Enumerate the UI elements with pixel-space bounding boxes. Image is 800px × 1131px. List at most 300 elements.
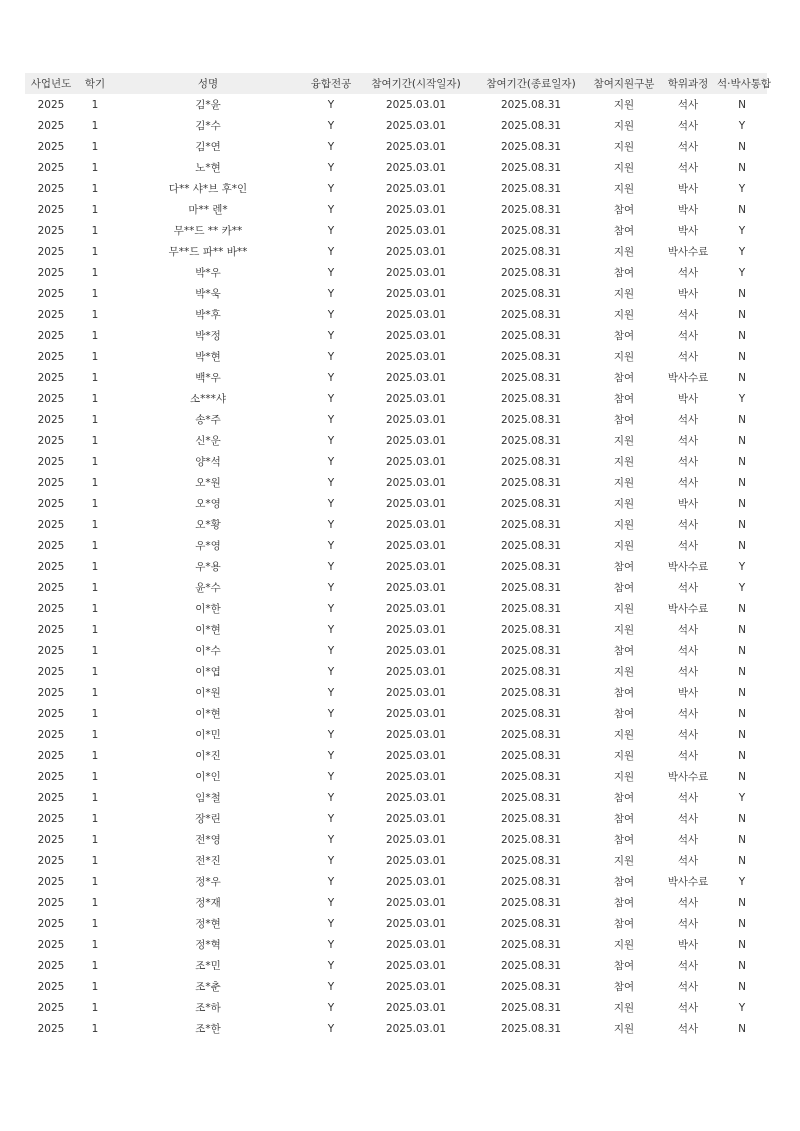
support-type-cell: 지원 bbox=[613, 246, 635, 258]
name-cell: 이*한 bbox=[195, 603, 221, 615]
end-date-cell: 2025.08.31 bbox=[500, 518, 562, 531]
support-type-cell: 지원 bbox=[613, 750, 635, 762]
support-type-cell: 지원 bbox=[613, 729, 635, 741]
integrated-cell: N bbox=[738, 644, 746, 657]
semester-cell: 1 bbox=[91, 707, 99, 720]
degree-cell: 석사 bbox=[677, 813, 699, 825]
table-row bbox=[25, 913, 767, 934]
name-cell: 정*현 bbox=[195, 918, 221, 930]
support-type-cell: 참여 bbox=[613, 225, 635, 237]
support-type-cell: 참여 bbox=[613, 918, 635, 930]
start-date-cell: 2025.03.01 bbox=[385, 791, 447, 804]
support-type-cell: 지원 bbox=[613, 435, 635, 447]
col-semester-header: 학기 bbox=[77, 73, 113, 94]
support-type-cell: 지원 bbox=[613, 477, 635, 489]
integrated-cell: N bbox=[738, 854, 746, 867]
end-date-cell: 2025.08.31 bbox=[500, 1022, 562, 1035]
degree-cell: 박사수료 bbox=[667, 603, 709, 615]
end-date-cell: 2025.08.31 bbox=[500, 959, 562, 972]
year-cell: 2025 bbox=[37, 728, 65, 741]
year-cell: 2025 bbox=[37, 224, 65, 237]
table-header bbox=[25, 73, 772, 94]
start-date-cell: 2025.03.01 bbox=[385, 161, 447, 174]
table-row bbox=[25, 472, 767, 493]
convergence-cell: Y bbox=[327, 287, 335, 300]
start-date-cell: 2025.03.01 bbox=[385, 812, 447, 825]
degree-cell: 석사 bbox=[677, 750, 699, 762]
semester-cell: 1 bbox=[91, 413, 99, 426]
table-row bbox=[25, 661, 767, 682]
name-cell: 정*우 bbox=[195, 876, 221, 888]
degree-cell: 박사수료 bbox=[667, 561, 709, 573]
degree-cell: 박사 bbox=[677, 687, 699, 699]
year-cell: 2025 bbox=[37, 938, 65, 951]
semester-cell: 1 bbox=[91, 371, 99, 384]
table-row bbox=[25, 388, 767, 409]
integrated-cell: Y bbox=[738, 581, 746, 594]
semester-cell: 1 bbox=[91, 854, 99, 867]
year-cell: 2025 bbox=[37, 203, 65, 216]
degree-cell: 석사 bbox=[677, 540, 699, 552]
name-cell: 김*윤 bbox=[195, 99, 221, 111]
participant-table bbox=[25, 73, 772, 1039]
name-cell: 무**드 파** 바** bbox=[168, 246, 248, 258]
degree-cell: 석사 bbox=[677, 918, 699, 930]
semester-cell: 1 bbox=[91, 497, 99, 510]
semester-cell: 1 bbox=[91, 665, 99, 678]
col-degree-header: 학위과정 bbox=[659, 73, 717, 94]
degree-cell: 석사 bbox=[677, 477, 699, 489]
degree-cell: 석사 bbox=[677, 99, 699, 111]
table-row bbox=[25, 829, 767, 850]
semester-cell: 1 bbox=[91, 308, 99, 321]
name-cell: 노*현 bbox=[195, 162, 221, 174]
integrated-cell: N bbox=[738, 518, 746, 531]
table-row bbox=[25, 115, 767, 136]
year-cell: 2025 bbox=[37, 476, 65, 489]
year-cell: 2025 bbox=[37, 560, 65, 573]
semester-cell: 1 bbox=[91, 938, 99, 951]
semester-cell: 1 bbox=[91, 602, 99, 615]
table-row bbox=[25, 619, 767, 640]
table-row bbox=[25, 178, 767, 199]
name-cell: 박*욱 bbox=[195, 288, 221, 300]
col-end-date-header: 참여기간(종료일자) bbox=[473, 73, 589, 94]
table-row bbox=[25, 640, 767, 661]
degree-cell: 석사 bbox=[677, 792, 699, 804]
start-date-cell: 2025.03.01 bbox=[385, 98, 447, 111]
year-cell: 2025 bbox=[37, 392, 65, 405]
table-row bbox=[25, 262, 767, 283]
degree-cell: 석사 bbox=[677, 456, 699, 468]
end-date-cell: 2025.08.31 bbox=[500, 287, 562, 300]
integrated-cell: N bbox=[738, 1022, 746, 1035]
start-date-cell: 2025.03.01 bbox=[385, 434, 447, 447]
table-row bbox=[25, 577, 767, 598]
convergence-cell: Y bbox=[327, 581, 335, 594]
integrated-cell: N bbox=[738, 98, 746, 111]
name-cell: 이*엽 bbox=[195, 666, 221, 678]
end-date-cell: 2025.08.31 bbox=[500, 875, 562, 888]
end-date-cell: 2025.08.31 bbox=[500, 434, 562, 447]
convergence-cell: Y bbox=[327, 413, 335, 426]
degree-cell: 석사 bbox=[677, 897, 699, 909]
start-date-cell: 2025.03.01 bbox=[385, 308, 447, 321]
table-row bbox=[25, 976, 767, 997]
name-cell: 정*혁 bbox=[195, 939, 221, 951]
start-date-cell: 2025.03.01 bbox=[385, 182, 447, 195]
name-cell: 오*영 bbox=[195, 498, 221, 510]
year-cell: 2025 bbox=[37, 791, 65, 804]
table-row bbox=[25, 367, 767, 388]
table-row bbox=[25, 850, 767, 871]
convergence-cell: Y bbox=[327, 833, 335, 846]
year-cell: 2025 bbox=[37, 707, 65, 720]
table-row bbox=[25, 934, 767, 955]
table-row bbox=[25, 409, 767, 430]
support-type-cell: 지원 bbox=[613, 498, 635, 510]
table-row bbox=[25, 724, 767, 745]
year-cell: 2025 bbox=[37, 959, 65, 972]
end-date-cell: 2025.08.31 bbox=[500, 350, 562, 363]
degree-cell: 석사 bbox=[677, 309, 699, 321]
degree-cell: 석사 bbox=[677, 351, 699, 363]
name-cell: 백*우 bbox=[195, 372, 221, 384]
semester-cell: 1 bbox=[91, 287, 99, 300]
integrated-cell: N bbox=[738, 665, 746, 678]
semester-cell: 1 bbox=[91, 161, 99, 174]
table-row bbox=[25, 955, 767, 976]
support-type-cell: 참여 bbox=[613, 834, 635, 846]
semester-cell: 1 bbox=[91, 1001, 99, 1014]
degree-cell: 석사 bbox=[677, 729, 699, 741]
integrated-cell: Y bbox=[738, 791, 746, 804]
start-date-cell: 2025.03.01 bbox=[385, 413, 447, 426]
year-cell: 2025 bbox=[37, 350, 65, 363]
degree-cell: 박사수료 bbox=[667, 372, 709, 384]
table-row bbox=[25, 871, 767, 892]
support-type-cell: 참여 bbox=[613, 393, 635, 405]
convergence-cell: Y bbox=[327, 392, 335, 405]
table-row bbox=[25, 787, 767, 808]
degree-cell: 박사수료 bbox=[667, 246, 709, 258]
name-cell: 임*철 bbox=[195, 792, 221, 804]
convergence-cell: Y bbox=[327, 644, 335, 657]
name-cell: 양*석 bbox=[195, 456, 221, 468]
name-cell: 박*정 bbox=[195, 330, 221, 342]
year-cell: 2025 bbox=[37, 812, 65, 825]
header-row bbox=[25, 73, 767, 94]
year-cell: 2025 bbox=[37, 287, 65, 300]
table-row bbox=[25, 94, 767, 115]
year-cell: 2025 bbox=[37, 623, 65, 636]
degree-cell: 석사 bbox=[677, 981, 699, 993]
year-cell: 2025 bbox=[37, 896, 65, 909]
support-type-cell: 참여 bbox=[613, 960, 635, 972]
year-cell: 2025 bbox=[37, 371, 65, 384]
support-type-cell: 지원 bbox=[613, 309, 635, 321]
integrated-cell: N bbox=[738, 728, 746, 741]
integrated-cell: Y bbox=[738, 392, 746, 405]
end-date-cell: 2025.08.31 bbox=[500, 917, 562, 930]
support-type-cell: 참여 bbox=[613, 330, 635, 342]
table-row bbox=[25, 220, 767, 241]
name-cell: 조*민 bbox=[195, 960, 221, 972]
semester-cell: 1 bbox=[91, 455, 99, 468]
semester-cell: 1 bbox=[91, 896, 99, 909]
name-cell: 조*춘 bbox=[195, 981, 221, 993]
semester-cell: 1 bbox=[91, 224, 99, 237]
end-date-cell: 2025.08.31 bbox=[500, 245, 562, 258]
degree-cell: 박사 bbox=[677, 183, 699, 195]
name-cell: 우*용 bbox=[195, 561, 221, 573]
convergence-cell: Y bbox=[327, 917, 335, 930]
name-cell: 오*황 bbox=[195, 519, 221, 531]
semester-cell: 1 bbox=[91, 392, 99, 405]
support-type-cell: 참여 bbox=[613, 708, 635, 720]
start-date-cell: 2025.03.01 bbox=[385, 917, 447, 930]
convergence-cell: Y bbox=[327, 875, 335, 888]
support-type-cell: 지원 bbox=[613, 162, 635, 174]
integrated-cell: N bbox=[738, 308, 746, 321]
semester-cell: 1 bbox=[91, 266, 99, 279]
table-row bbox=[25, 598, 767, 619]
table-row bbox=[25, 283, 767, 304]
support-type-cell: 참여 bbox=[613, 897, 635, 909]
degree-cell: 박사수료 bbox=[667, 771, 709, 783]
semester-cell: 1 bbox=[91, 140, 99, 153]
year-cell: 2025 bbox=[37, 329, 65, 342]
end-date-cell: 2025.08.31 bbox=[500, 644, 562, 657]
name-cell: 이*현 bbox=[195, 624, 221, 636]
table-row bbox=[25, 682, 767, 703]
support-type-cell: 참여 bbox=[613, 813, 635, 825]
end-date-cell: 2025.08.31 bbox=[500, 224, 562, 237]
start-date-cell: 2025.03.01 bbox=[385, 245, 447, 258]
semester-cell: 1 bbox=[91, 539, 99, 552]
year-cell: 2025 bbox=[37, 119, 65, 132]
year-cell: 2025 bbox=[37, 770, 65, 783]
degree-cell: 석사 bbox=[677, 162, 699, 174]
support-type-cell: 참여 bbox=[613, 582, 635, 594]
start-date-cell: 2025.03.01 bbox=[385, 581, 447, 594]
support-type-cell: 지원 bbox=[613, 519, 635, 531]
convergence-cell: Y bbox=[327, 560, 335, 573]
degree-cell: 석사 bbox=[677, 645, 699, 657]
convergence-cell: Y bbox=[327, 854, 335, 867]
support-type-cell: 참여 bbox=[613, 204, 635, 216]
start-date-cell: 2025.03.01 bbox=[385, 749, 447, 762]
year-cell: 2025 bbox=[37, 686, 65, 699]
start-date-cell: 2025.03.01 bbox=[385, 728, 447, 741]
col-year-header: 사업년도 bbox=[25, 73, 77, 94]
year-cell: 2025 bbox=[37, 266, 65, 279]
convergence-cell: Y bbox=[327, 686, 335, 699]
end-date-cell: 2025.08.31 bbox=[500, 812, 562, 825]
start-date-cell: 2025.03.01 bbox=[385, 329, 447, 342]
start-date-cell: 2025.03.01 bbox=[385, 770, 447, 783]
integrated-cell: N bbox=[738, 686, 746, 699]
end-date-cell: 2025.08.31 bbox=[500, 539, 562, 552]
integrated-cell: N bbox=[738, 539, 746, 552]
support-type-cell: 참여 bbox=[613, 414, 635, 426]
name-cell: 전*진 bbox=[195, 855, 221, 867]
semester-cell: 1 bbox=[91, 812, 99, 825]
start-date-cell: 2025.03.01 bbox=[385, 602, 447, 615]
integrated-cell: N bbox=[738, 203, 746, 216]
convergence-cell: Y bbox=[327, 1001, 335, 1014]
convergence-cell: Y bbox=[327, 308, 335, 321]
integrated-cell: N bbox=[738, 602, 746, 615]
end-date-cell: 2025.08.31 bbox=[500, 476, 562, 489]
semester-cell: 1 bbox=[91, 623, 99, 636]
year-cell: 2025 bbox=[37, 833, 65, 846]
participant-table-container bbox=[25, 73, 772, 1039]
year-cell: 2025 bbox=[37, 602, 65, 615]
start-date-cell: 2025.03.01 bbox=[385, 119, 447, 132]
table-row bbox=[25, 745, 767, 766]
semester-cell: 1 bbox=[91, 581, 99, 594]
integrated-cell: N bbox=[738, 707, 746, 720]
table-row bbox=[25, 451, 767, 472]
start-date-cell: 2025.03.01 bbox=[385, 854, 447, 867]
table-row bbox=[25, 1018, 767, 1039]
semester-cell: 1 bbox=[91, 1022, 99, 1035]
integrated-cell: Y bbox=[738, 182, 746, 195]
convergence-cell: Y bbox=[327, 896, 335, 909]
support-type-cell: 참여 bbox=[613, 981, 635, 993]
integrated-cell: N bbox=[738, 434, 746, 447]
table-row bbox=[25, 136, 767, 157]
convergence-cell: Y bbox=[327, 455, 335, 468]
end-date-cell: 2025.08.31 bbox=[500, 392, 562, 405]
start-date-cell: 2025.03.01 bbox=[385, 1022, 447, 1035]
support-type-cell: 지원 bbox=[613, 855, 635, 867]
degree-cell: 석사 bbox=[677, 435, 699, 447]
integrated-cell: Y bbox=[738, 1001, 746, 1014]
name-cell: 이*원 bbox=[195, 687, 221, 699]
convergence-cell: Y bbox=[327, 497, 335, 510]
support-type-cell: 지원 bbox=[613, 141, 635, 153]
integrated-cell: N bbox=[738, 455, 746, 468]
convergence-cell: Y bbox=[327, 350, 335, 363]
support-type-cell: 참여 bbox=[613, 792, 635, 804]
support-type-cell: 참여 bbox=[613, 372, 635, 384]
semester-cell: 1 bbox=[91, 686, 99, 699]
end-date-cell: 2025.08.31 bbox=[500, 161, 562, 174]
degree-cell: 박사 bbox=[677, 225, 699, 237]
start-date-cell: 2025.03.01 bbox=[385, 959, 447, 972]
start-date-cell: 2025.03.01 bbox=[385, 140, 447, 153]
integrated-cell: N bbox=[738, 833, 746, 846]
integrated-cell: N bbox=[738, 896, 746, 909]
name-cell: 이*수 bbox=[195, 645, 221, 657]
end-date-cell: 2025.08.31 bbox=[500, 140, 562, 153]
integrated-cell: N bbox=[738, 980, 746, 993]
name-cell: 송*주 bbox=[195, 414, 221, 426]
start-date-cell: 2025.03.01 bbox=[385, 833, 447, 846]
name-cell: 소***샤 bbox=[189, 393, 227, 405]
col-integrated-header: 석·박사통합 bbox=[717, 73, 767, 94]
convergence-cell: Y bbox=[327, 224, 335, 237]
name-cell: 조*하 bbox=[195, 1002, 221, 1014]
semester-cell: 1 bbox=[91, 917, 99, 930]
year-cell: 2025 bbox=[37, 308, 65, 321]
convergence-cell: Y bbox=[327, 665, 335, 678]
degree-cell: 박사 bbox=[677, 939, 699, 951]
semester-cell: 1 bbox=[91, 833, 99, 846]
integrated-cell: N bbox=[738, 770, 746, 783]
integrated-cell: Y bbox=[738, 245, 746, 258]
integrated-cell: N bbox=[738, 140, 746, 153]
year-cell: 2025 bbox=[37, 161, 65, 174]
convergence-cell: Y bbox=[327, 959, 335, 972]
end-date-cell: 2025.08.31 bbox=[500, 308, 562, 321]
table-row bbox=[25, 556, 767, 577]
degree-cell: 박사 bbox=[677, 393, 699, 405]
support-type-cell: 지원 bbox=[613, 771, 635, 783]
semester-cell: 1 bbox=[91, 644, 99, 657]
table-row bbox=[25, 892, 767, 913]
start-date-cell: 2025.03.01 bbox=[385, 665, 447, 678]
support-type-cell: 참여 bbox=[613, 876, 635, 888]
convergence-cell: Y bbox=[327, 707, 335, 720]
integrated-cell: N bbox=[738, 623, 746, 636]
integrated-cell: N bbox=[738, 413, 746, 426]
semester-cell: 1 bbox=[91, 245, 99, 258]
support-type-cell: 참여 bbox=[613, 561, 635, 573]
start-date-cell: 2025.03.01 bbox=[385, 224, 447, 237]
convergence-cell: Y bbox=[327, 245, 335, 258]
support-type-cell: 지원 bbox=[613, 624, 635, 636]
convergence-cell: Y bbox=[327, 749, 335, 762]
end-date-cell: 2025.08.31 bbox=[500, 665, 562, 678]
end-date-cell: 2025.08.31 bbox=[500, 833, 562, 846]
table-row bbox=[25, 325, 767, 346]
end-date-cell: 2025.08.31 bbox=[500, 770, 562, 783]
table-row bbox=[25, 703, 767, 724]
degree-cell: 박사 bbox=[677, 204, 699, 216]
semester-cell: 1 bbox=[91, 875, 99, 888]
year-cell: 2025 bbox=[37, 539, 65, 552]
end-date-cell: 2025.08.31 bbox=[500, 1001, 562, 1014]
integrated-cell: N bbox=[738, 329, 746, 342]
end-date-cell: 2025.08.31 bbox=[500, 602, 562, 615]
semester-cell: 1 bbox=[91, 182, 99, 195]
start-date-cell: 2025.03.01 bbox=[385, 707, 447, 720]
convergence-cell: Y bbox=[327, 623, 335, 636]
col-name-header: 성명 bbox=[113, 73, 303, 94]
convergence-cell: Y bbox=[327, 980, 335, 993]
integrated-cell: N bbox=[738, 749, 746, 762]
name-cell: 이*민 bbox=[195, 729, 221, 741]
name-cell: 박*현 bbox=[195, 351, 221, 363]
support-type-cell: 지원 bbox=[613, 120, 635, 132]
name-cell: 전*영 bbox=[195, 834, 221, 846]
support-type-cell: 지원 bbox=[613, 1002, 635, 1014]
table-row bbox=[25, 808, 767, 829]
convergence-cell: Y bbox=[327, 518, 335, 531]
semester-cell: 1 bbox=[91, 203, 99, 216]
degree-cell: 석사 bbox=[677, 519, 699, 531]
end-date-cell: 2025.08.31 bbox=[500, 119, 562, 132]
year-cell: 2025 bbox=[37, 980, 65, 993]
end-date-cell: 2025.08.31 bbox=[500, 203, 562, 216]
integrated-cell: N bbox=[738, 497, 746, 510]
convergence-cell: Y bbox=[327, 140, 335, 153]
table-row bbox=[25, 493, 767, 514]
semester-cell: 1 bbox=[91, 329, 99, 342]
